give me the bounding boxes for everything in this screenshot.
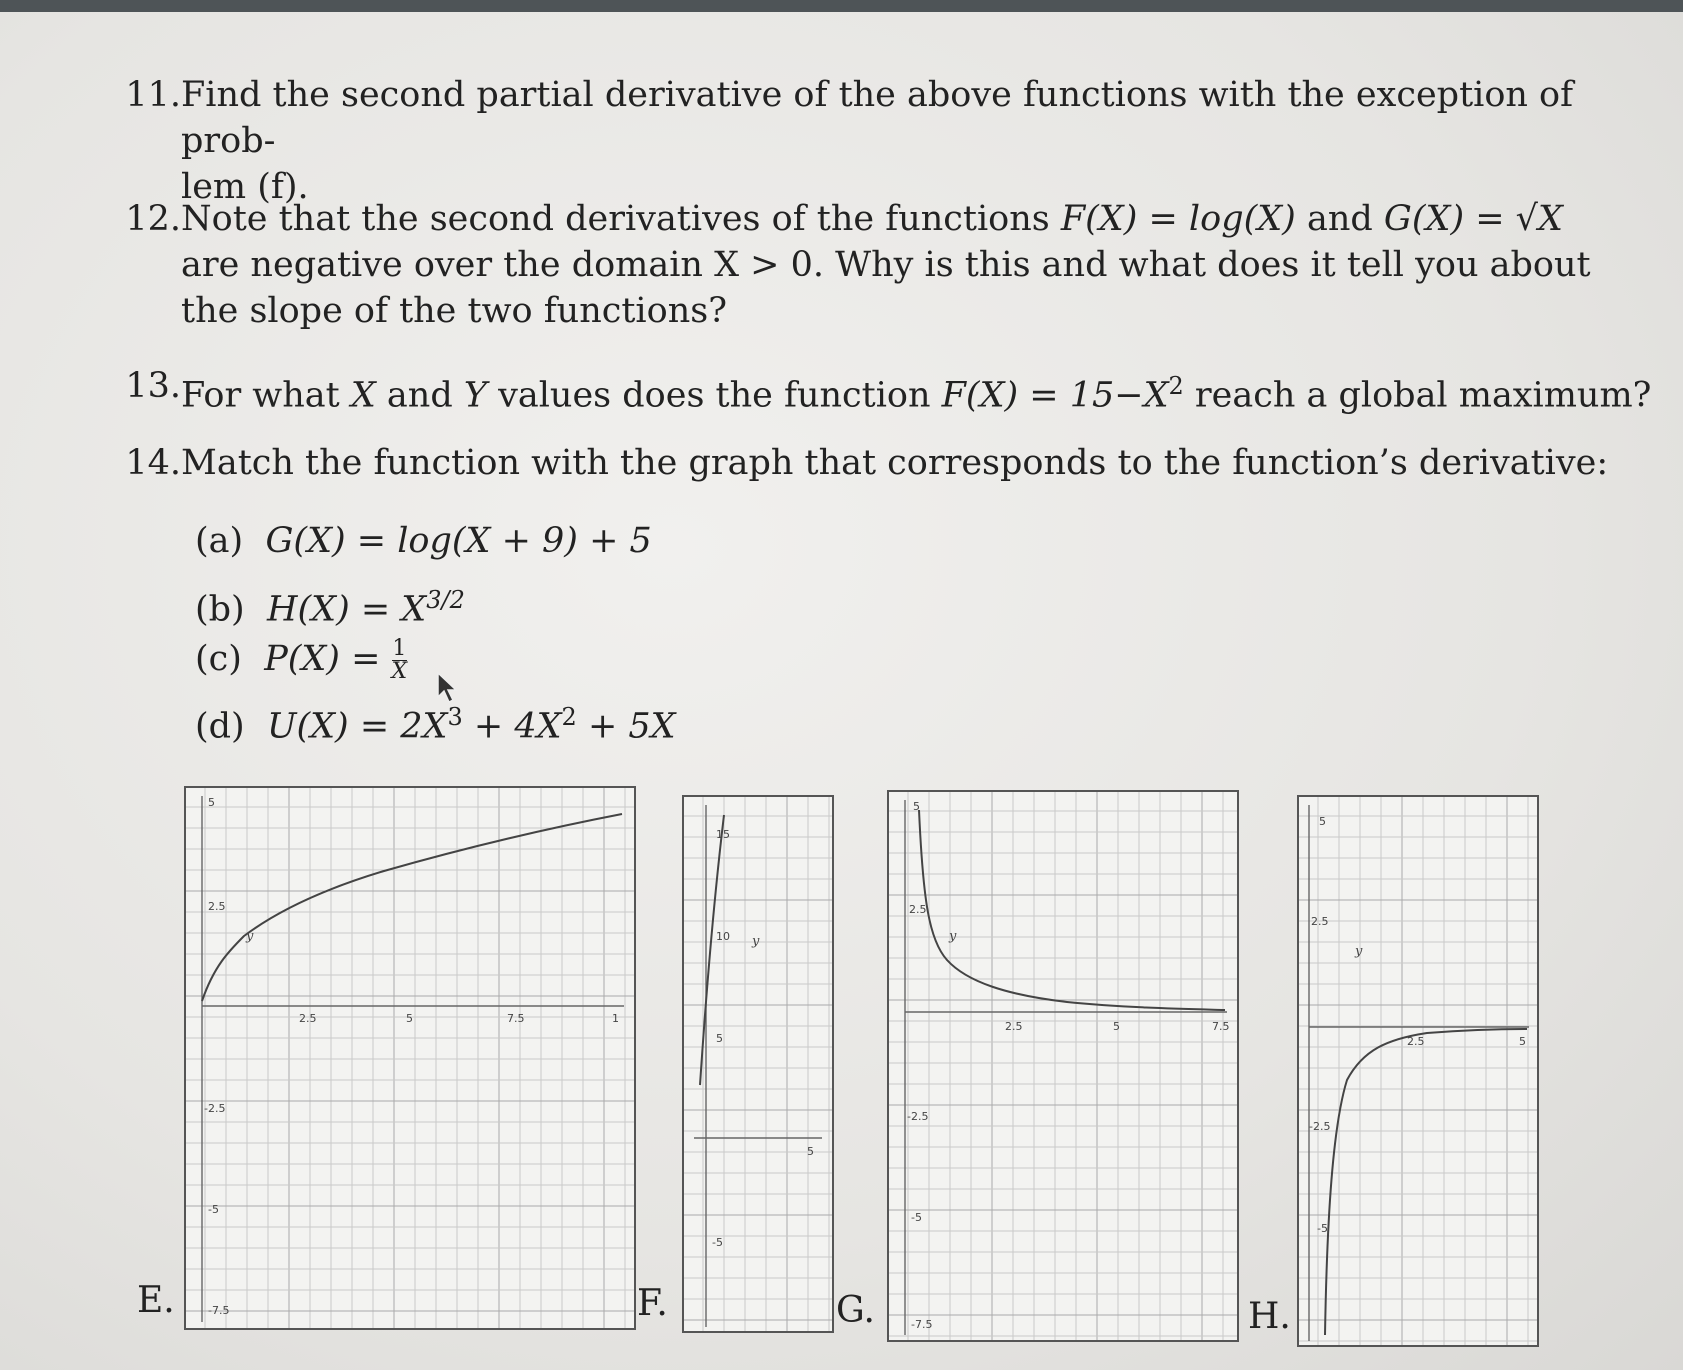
- item-c: [195, 636, 407, 683]
- y-tick-label: -7.5: [911, 1318, 933, 1331]
- graph-g: [887, 790, 1239, 1342]
- y-tick-label: -2.5: [1309, 1120, 1331, 1133]
- problem-number: 12.: [125, 199, 181, 239]
- text-run: Note that the second derivatives of the functions: [181, 199, 1061, 239]
- x-tick-label: 5: [1519, 1035, 1526, 1048]
- x-tick-label: 2.5: [299, 1012, 317, 1025]
- exponent: 3/2: [426, 586, 465, 614]
- formula: F(X) = 15−X: [941, 375, 1169, 416]
- problem-text-line: are negative over the domain X > 0. Why is this and what does it tell you about: [181, 245, 1591, 285]
- exponent: 2: [561, 703, 577, 731]
- y-tick-label: -5: [712, 1236, 723, 1249]
- x-tick-label: 1: [612, 1012, 619, 1025]
- y-tick-label: 5: [1319, 815, 1326, 828]
- exponent: 2: [1168, 372, 1184, 400]
- formula: H(X) = X: [266, 589, 427, 630]
- y-tick-label: -5: [1317, 1222, 1328, 1235]
- y-tick-label: -5: [208, 1203, 219, 1216]
- graph-label-e: E.: [137, 1280, 175, 1321]
- formula: P(X) =: [264, 639, 392, 679]
- fraction: [392, 638, 408, 683]
- graph-label-f: F.: [637, 1283, 668, 1324]
- denominator: X: [391, 659, 408, 684]
- text-run: reach a global maximum?: [1183, 375, 1652, 416]
- graph-h: [1297, 795, 1539, 1347]
- item-label: (c): [195, 639, 242, 679]
- formula: + 4X: [462, 706, 562, 747]
- numerator: 1: [392, 636, 407, 661]
- y-tick-label: 15: [716, 828, 730, 841]
- x-tick-label: 7.5: [507, 1012, 525, 1025]
- x-tick-label: 2.5: [1407, 1035, 1425, 1048]
- item-label: (d): [195, 706, 245, 747]
- graph-label-h: H.: [1248, 1296, 1291, 1337]
- graph-e: [184, 786, 636, 1330]
- curve-label: y: [1355, 944, 1363, 959]
- formula: G(X) = √X: [1383, 199, 1563, 239]
- curve-label: y: [752, 934, 760, 949]
- y-tick-label: 5: [208, 796, 215, 809]
- exponent: 3: [447, 703, 463, 731]
- problem-number: 11.: [125, 75, 181, 115]
- y-tick-label: -2.5: [907, 1110, 929, 1123]
- y-tick-label: 2.5: [909, 903, 927, 916]
- problem-number: 14.: [125, 443, 181, 483]
- text-run: values does the function: [486, 375, 942, 416]
- top-edge-bar: [0, 0, 1683, 12]
- y-tick-label: 10: [716, 930, 730, 943]
- y-tick-label: -7.5: [208, 1304, 230, 1317]
- y-tick-label: 5: [716, 1032, 723, 1045]
- problem-text-line: [181, 363, 1671, 419]
- formula: U(X) = 2X: [266, 706, 448, 747]
- x-tick-label: 5: [406, 1012, 413, 1025]
- problem-text-line: lem (f).: [181, 167, 309, 207]
- x-tick-label: 2.5: [1005, 1020, 1023, 1033]
- text-run: and: [375, 375, 464, 416]
- y-tick-label: 2.5: [208, 900, 226, 913]
- problem-text-line: Match the function with the graph that corresponds to the function’s derivative:: [181, 443, 1609, 483]
- text-run: and: [1295, 199, 1384, 239]
- y-tick-label: -2.5: [204, 1102, 226, 1115]
- item-a: [195, 518, 652, 564]
- item-label: (a): [195, 521, 244, 561]
- problem-text-line: Find the second partial derivative of the above functions with the exception of prob-: [181, 75, 1574, 161]
- item-label: (b): [195, 589, 245, 630]
- y-tick-label: 5: [913, 800, 920, 813]
- formula: X: [350, 375, 376, 416]
- graph-label-g: G.: [836, 1290, 875, 1331]
- y-tick-label: -5: [911, 1211, 922, 1224]
- curve-label: y: [949, 929, 957, 944]
- mouse-cursor-icon: [436, 671, 462, 705]
- problem-text-line: the slope of the two functions?: [181, 291, 727, 331]
- formula: F(X) = log(X): [1060, 199, 1296, 239]
- x-tick-label: 7.5: [1212, 1020, 1230, 1033]
- formula: G(X) = log(X + 9) + 5: [265, 521, 652, 561]
- formula: Y: [463, 375, 487, 416]
- graph-f: [682, 795, 834, 1333]
- problem-number: 13.: [125, 366, 181, 406]
- problem-text-line: [181, 196, 1671, 242]
- y-tick-label: 2.5: [1311, 915, 1329, 928]
- item-b: [195, 577, 465, 633]
- x-tick-label: 5: [807, 1145, 814, 1158]
- text-run: For what: [181, 375, 351, 416]
- formula: + 5X: [576, 706, 676, 747]
- x-tick-label: 5: [1113, 1020, 1120, 1033]
- curve-label: y: [246, 929, 254, 944]
